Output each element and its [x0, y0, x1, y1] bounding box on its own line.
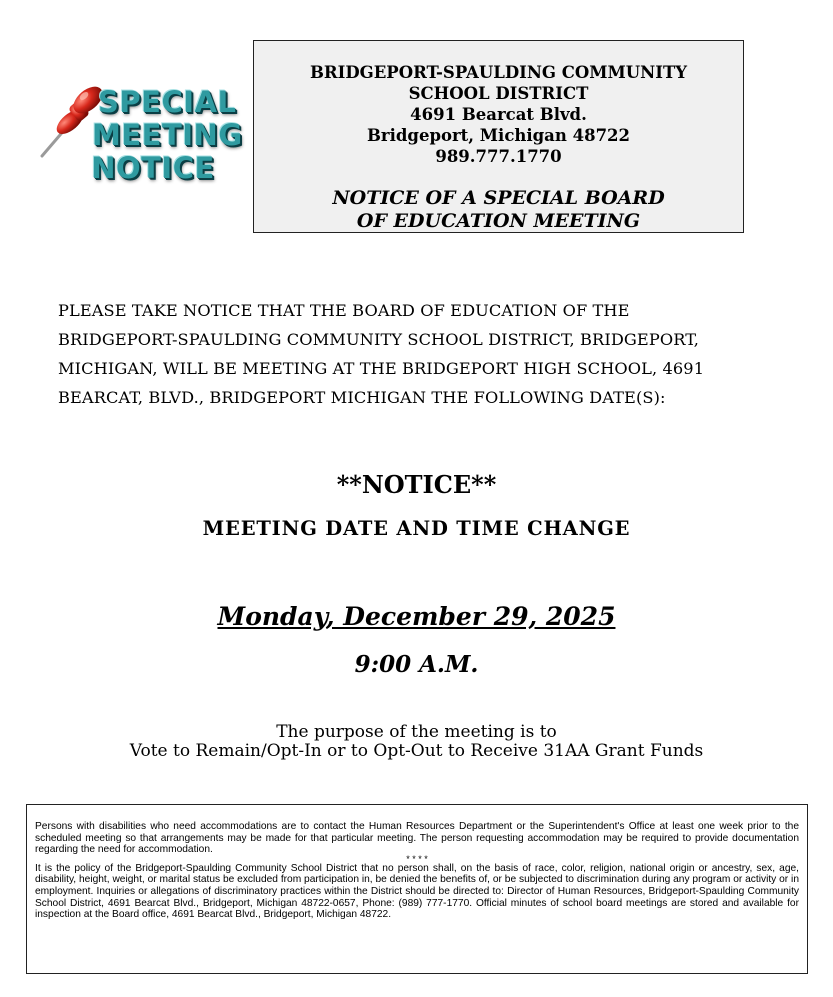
notice-paragraph: [58, 296, 778, 412]
paragraph-line: BRIDGEPORT-SPAULDING COMMUNITY SCHOOL DISTRICT, BRIDGEPORT,: [58, 330, 699, 349]
notice-title: **NOTICE**: [336, 470, 497, 499]
disclaimer-box: [26, 804, 808, 974]
meeting-time: 9:00 A.M.: [354, 651, 479, 678]
paragraph-line: BEARCAT, BLVD., BRIDGEPORT MICHIGAN THE FOLLOWING DATE(S):: [58, 388, 666, 407]
phone-number: 989.777.1770: [435, 147, 562, 166]
meeting-date: Monday, December 29, 2025: [217, 602, 616, 631]
nondiscrimination-paragraph: It is the policy of the Bridgeport-Spaulding Community School District that no person shall, on the basis of race, color, religion, national origin or ancestry, sex, age, disability, height, weight, or marital status be excluded from participation in, be denied the benefits of, or be subjected to discrimination during any program or activity or in employment. Inquiries or allegations of discriminatory practices within the District should be directed to: Director of Human Resources, Bridgeport-Spaulding Community School District, 4691 Bearcat Blvd., Bridgeport, Michigan 48722-0657, Phone: (989) 777-1770. Official minutes of school board meetings are stored and available for inspection at the Board office, 4691 Bearcat Blvd., Bridgeport, Michigan 48722.: [35, 862, 799, 921]
logo-line: SPECIAL: [98, 85, 237, 119]
street-address: 4691 Bearcat Blvd.: [410, 105, 587, 124]
district-name-line: BRIDGEPORT-SPAULDING COMMUNITY: [309, 63, 688, 82]
change-subtitle: MEETING DATE AND TIME CHANGE: [202, 517, 631, 540]
accommodation-paragraph: Persons with disabilities who need accommodations are to contact the Human Resources Department or the Superintendent's Office at least one week prior to the scheduled meeting so that arrangements may be made for that particular meeting. The person requesting accommodation may be required to provide documentation regarding the need for accommodation.: [35, 821, 799, 856]
district-name-line: SCHOOL DISTRICT: [408, 84, 589, 103]
paragraph-line: MICHIGAN, WILL BE MEETING AT THE BRIDGEPORT HIGH SCHOOL, 4691: [58, 359, 705, 378]
notice-heading-line: NOTICE OF A SPECIAL BOARD: [332, 187, 665, 209]
logo-text: [91, 85, 243, 185]
logo-line: MEETING: [92, 118, 243, 152]
notice-heading: [254, 187, 743, 233]
district-address: [254, 62, 743, 167]
separator: * * * *: [406, 853, 428, 864]
city-state-zip: Bridgeport, Michigan 48722: [366, 126, 631, 145]
logo-line: NOTICE: [91, 151, 215, 185]
purpose-line: The purpose of the meeting is to: [276, 722, 557, 742]
purpose-line: Vote to Remain/Opt-In or to Opt-Out to Receive 31AA Grant Funds: [129, 741, 704, 761]
special-meeting-notice-logo: [36, 80, 243, 192]
notice-heading-line: OF EDUCATION MEETING: [356, 210, 641, 232]
district-header-box: [253, 40, 744, 233]
paragraph-line: PLEASE TAKE NOTICE THAT THE BOARD OF EDUCATION OF THE: [58, 301, 630, 320]
